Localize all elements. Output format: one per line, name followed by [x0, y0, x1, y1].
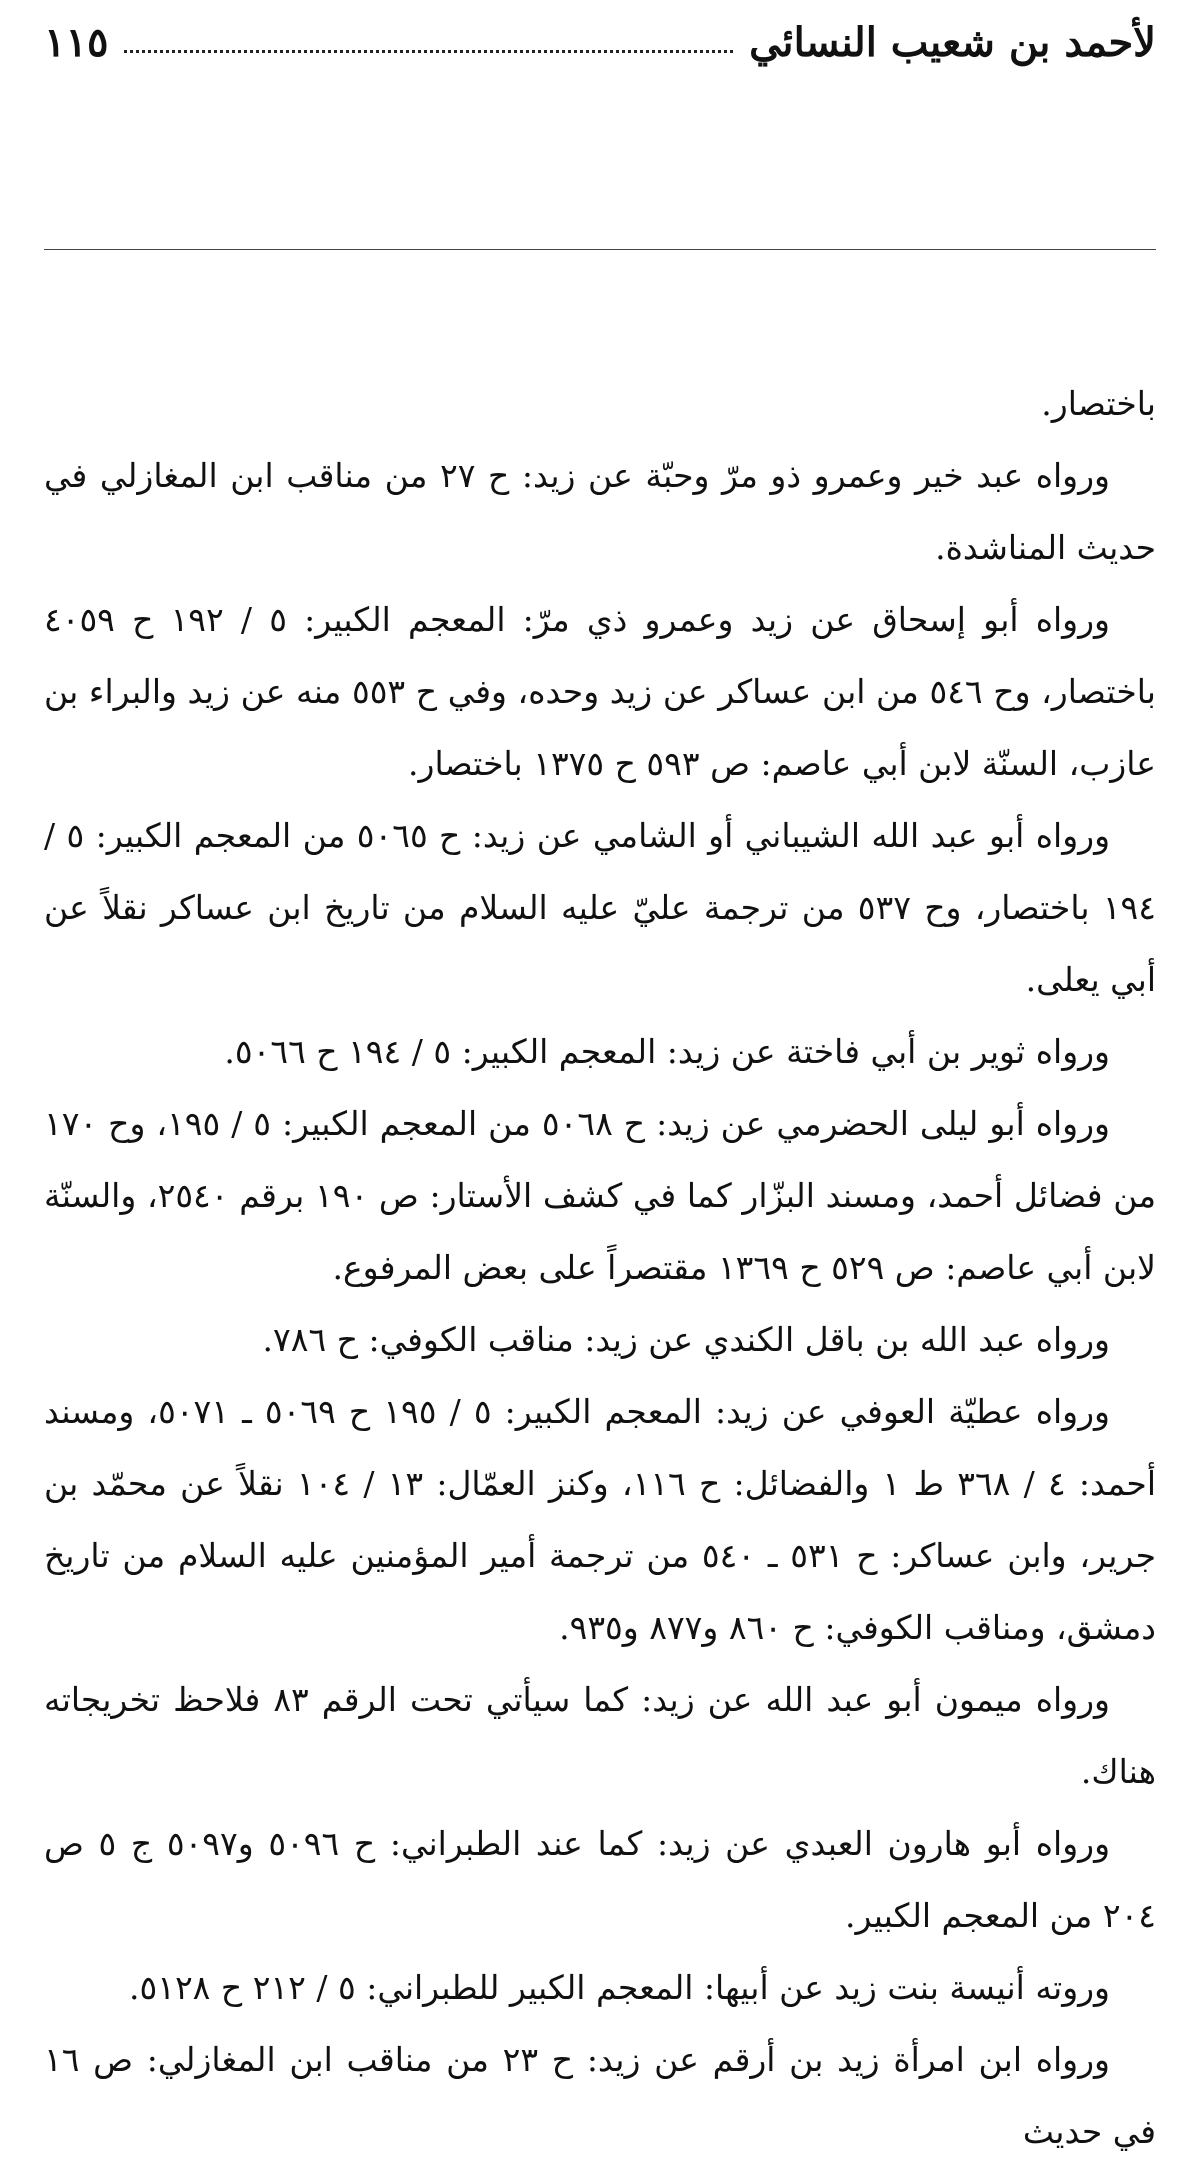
page-number: ١١٥ — [44, 18, 109, 66]
book-page — [44, 0, 1157, 2151]
footnote-separator-rule — [44, 249, 1156, 250]
leader-dots — [124, 50, 733, 53]
paragraph: باختصار. — [1041, 384, 1156, 423]
paragraph: ورواه أبو هارون العبدي عن زيد: كما عند الطبراني: ح ٥٠٩٦ و٥٠٩٧ ج ٥ ص ٢٠٤ من المعجم الكبير. — [44, 1824, 1156, 1935]
paragraph: وروته أنيسة بنت زيد عن أبيها: المعجم الكبير للطبراني: ٥ / ٢١٢ ح ٥١٢٨. — [129, 1968, 1110, 2007]
paragraph: ورواه ابن امرأة زيد بن أرقم عن زيد: ح ٢٣ من مناقب ابن المغازلي: ص ١٦ في حديث — [44, 2040, 1156, 2151]
paragraph: ورواه عبد خير وعمرو ذو مرّ وحبّة عن زيد: ح ٢٧ من مناقب ابن المغازلي في حديث المناشدة. — [44, 456, 1156, 567]
paragraph: ورواه أبو ليلى الحضرمي عن زيد: ح ٥٠٦٨ من المعجم الكبير: ٥ / ١٩٥، وح ١٧٠ من فضائل أحمد، ومسند البزّار كما في كشف الأستار: ص ١٩٠ برقم ٢٥٤٠، والسنّة لابن أبي عاصم: ص ٥٢٩ ح ١٣٦٩ مقتصراً على بعض المرفوع. — [44, 1104, 1157, 1287]
paragraph: ورواه أبو عبد الله الشيباني أو الشامي عن زيد: ح ٥٠٦٥ من المعجم الكبير: ٥ / ١٩٤ باختصار، وح ٥٣٧ من ترجمة عليّ عليه السلام من تاريخ ابن عساكر نقلاً عن أبي يعلى. — [44, 816, 1156, 999]
running-title: لأحمد بن شعيب النسائي — [749, 18, 1156, 66]
paragraph: ورواه ميمون أبو عبد الله عن زيد: كما سيأتي تحت الرقم ٨٣ فلاحظ تخريجاته هناك. — [44, 1680, 1156, 1791]
paragraph: ورواه ثوير بن أبي فاختة عن زيد: المعجم الكبير: ٥ / ١٩٤ ح ٥٠٦٦. — [224, 1032, 1110, 1071]
paragraph: ورواه عبد الله بن باقل الكندي عن زيد: مناقب الكوفي: ح ٧٨٦. — [262, 1320, 1110, 1359]
paragraph: ورواه عطيّة العوفي عن زيد: المعجم الكبير: ٥ / ١٩٥ ح ٥٠٦٩ ـ ٥٠٧١، ومسند أحمد: ٤ / ٣٦٨ ط ١ والفضائل: ح ١١٦، وكنز العمّال: ١٣ / ١٠٤ نقلاً عن محمّد بن جرير، وابن عساكر: ح ٥٣١ ـ ٥٤٠ من ترجمة أمير المؤمنين عليه السلام من تاريخ دمشق، ومناقب الكوفي: ح ٨٦٠ و٨٧٧ و٩٣٥. — [44, 1392, 1157, 1647]
footnote-text — [44, 368, 1156, 2168]
running-header — [44, 6, 1156, 78]
paragraph: ورواه أبو إسحاق عن زيد وعمرو ذي مرّ: المعجم الكبير: ٥ / ١٩٢ ح ٤٠٥٩ باختصار، وح ٥٤٦ من ابن عساكر عن زيد وحده، وفي ح ٥٥٣ منه عن زيد والبراء بن عازب، السنّة لابن أبي عاصم: ص ٥٩٣ ح ١٣٧٥ باختصار. — [44, 600, 1156, 783]
